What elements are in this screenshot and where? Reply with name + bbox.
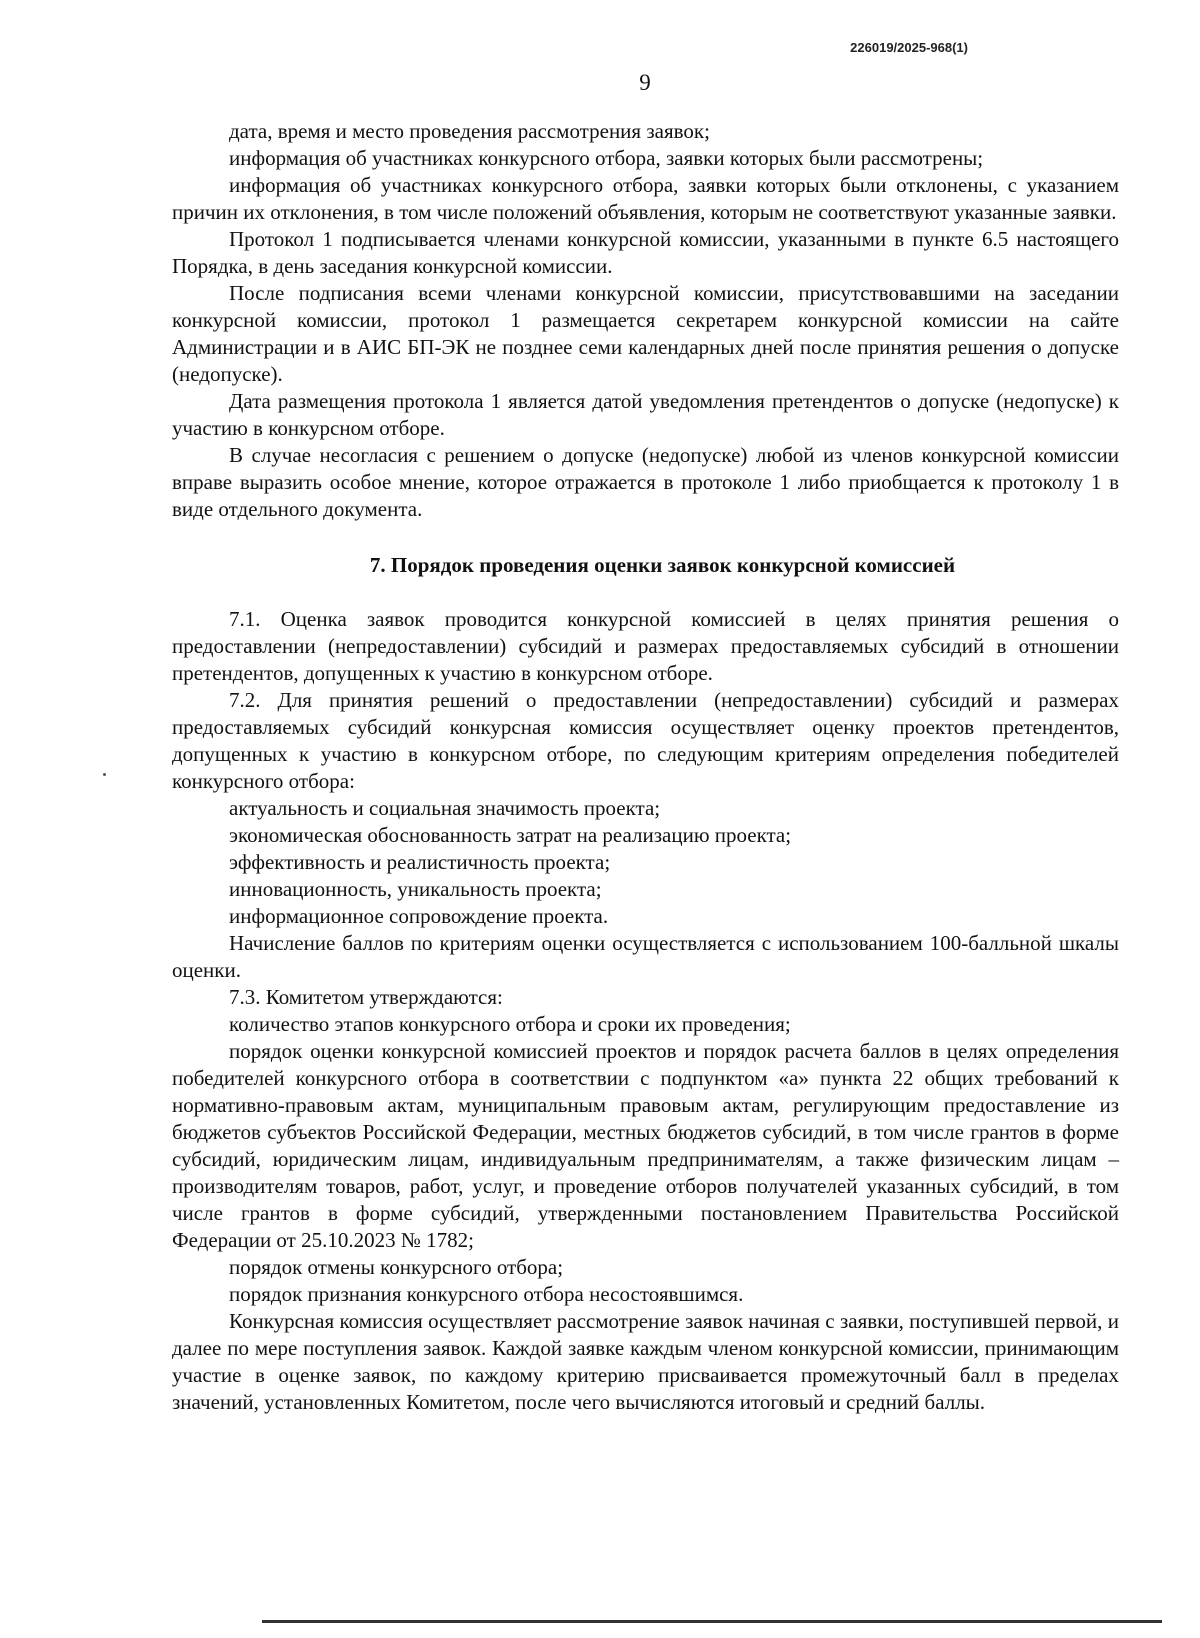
- criteria-item: экономическая обоснованность затрат на реализацию проекта;: [229, 823, 792, 847]
- paragraph: В случае несогласия с решением о допуске (недопуске) любой из членов конкурсной комиссии вправе выразить особое мнение, которое отражается в протоколе 1 либо приобщается к протоколу 1 в виде отдельного документа.: [172, 443, 1119, 521]
- page-number: 9: [639, 70, 651, 95]
- criteria-item: эффективность и реалистичность проекта;: [229, 850, 611, 874]
- paragraph: 7.1. Оценка заявок проводится конкурсной комиссией в целях принятия решения о предоставлении (непредоставлении) субсидий и размерах предоставляемых субсидий в отношении претендентов, допущенных к участию в конкурсном отборе.: [172, 607, 1119, 685]
- paragraph: Протокол 1 подписывается членами конкурсной комиссии, указанными в пункте 6.5 настоящего Порядка, в день заседания конкурсной комиссии.: [172, 227, 1119, 278]
- list-item: порядок признания конкурсного отбора несостоявшимся.: [229, 1282, 744, 1306]
- paragraph: Начисление баллов по критериям оценки осуществляется с использованием 100-балльной шкалы оценки.: [172, 931, 1119, 982]
- criteria-item: информационное сопровождение проекта.: [229, 904, 609, 928]
- paragraph: После подписания всеми членами конкурсной комиссии, присутствовавшими на заседании конкурсной комиссии, протокол 1 размещается секретарем конкурсной комиссии на сайте Администрации и в АИС БП-ЭК не позднее семи календарных дней после принятия решения о допуске (недопуске).: [172, 281, 1119, 386]
- paragraph: Конкурсная комиссия осуществляет рассмотрение заявок начиная с заявки, поступившей первой, и далее по мере поступления заявок. Каждой заявке каждым членом конкурсной комиссии, принимающим участие в оценке заявок, по каждому критерию присваивается промежуточный балл в пределах значений, установленных Комитетом, после чего вычисляются итоговый и средний баллы.: [172, 1309, 1119, 1414]
- paragraph: информация об участниках конкурсного отбора, заявки которых были отклонены, с указанием причин их отклонения, в том числе положений объявления, которым не соответствуют указанные заявки.: [172, 173, 1119, 224]
- scan-speck: [103, 773, 106, 776]
- section-heading: 7. Порядок проведения оценки заявок конкурсной комиссией: [369, 553, 956, 577]
- paragraph: дата, время и место проведения рассмотрения заявок;: [229, 119, 710, 143]
- paragraph: информация об участниках конкурсного отбора, заявки которых были рассмотрены;: [229, 146, 984, 170]
- document-id: 226019/2025-968(1): [850, 40, 968, 55]
- list-item: порядок оценки конкурсной комиссией проектов и порядок расчета баллов в целях определения победителей конкурсного отбора в соответствии с подпунктом «а» пункта 22 общих требований к нормативно-правовым актам, муниципальным правовым актам, регулирующим предоставление из бюджетов субъектов Российской Федерации, местных бюджетов субсидий, в том числе грантов в форме субсидий, юридическим лицам, индивидуальным предпринимателям, а также физическим лицам – производителям товаров, работ, услуг, и проведение отборов получателей указанных субсидий, в том числе грантов в форме субсидий, утвержденными постановлением Правительства Российской Федерации от 25.10.2023 № 1782;: [172, 1039, 1119, 1252]
- paragraph: 7.3. Комитетом утверждаются:: [229, 985, 503, 1009]
- paragraph: 7.2. Для принятия решений о предоставлении (непредоставлении) субсидий и размерах предоставляемых субсидий конкурсная комиссия осуществляет оценку проектов претендентов, допущенных к участию в конкурсном отборе, по следующим критериям определения победителей конкурсного отбора:: [172, 688, 1119, 793]
- document-body: [172, 118, 1119, 1416]
- list-item: порядок отмены конкурсного отбора;: [229, 1255, 564, 1279]
- paragraph: Дата размещения протокола 1 является датой уведомления претендентов о допуске (недопуске) к участию в конкурсном отборе.: [172, 389, 1119, 440]
- criteria-item: актуальность и социальная значимость проекта;: [229, 796, 661, 820]
- list-item: количество этапов конкурсного отбора и сроки их проведения;: [229, 1012, 791, 1036]
- criteria-item: инновационность, уникальность проекта;: [229, 877, 602, 901]
- page-bottom-rule: [262, 1620, 1162, 1623]
